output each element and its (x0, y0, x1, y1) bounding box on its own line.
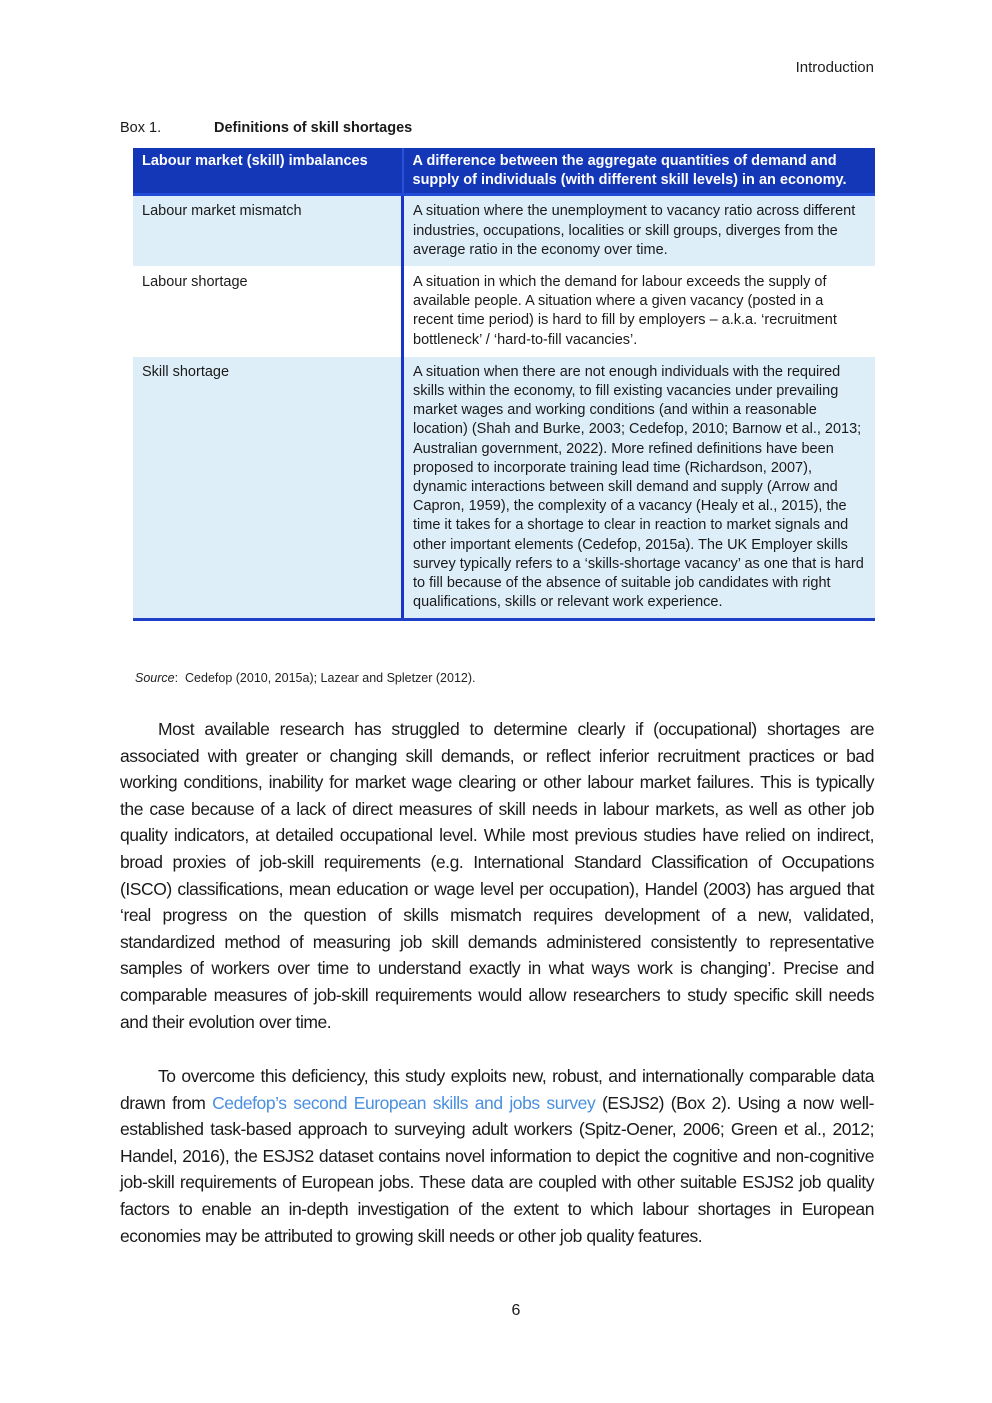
paragraph-text-after-link: (ESJS2) (Box 2). Using a now well-established task-based approach to surveying adult workers (Spitz-Oener, 2006; Green et al., 2012; Handel, 2016), the ESJS2 dataset contains novel information to depict the cognitive and non-cognitive job-skill requirements of European jobs. These data are coupled with other suitable ESJS2 job quality factors to enable an in-depth investigation of the extent to which labour shortages in European economies may be attributed to growing skill needs or other job quality features. (120, 1092, 874, 1246)
page-number: 6 (511, 1302, 521, 1319)
paragraph-text: Most available research has struggled to determine clearly if (occupational) shortages are associated with greater or changing skill demands, or reflect inferior recruitment practices or bad working conditions, inability for market wage clearing or other labour market failures. This is typically the case because of a lack of direct measures of skill needs in labour markets, as well as other job quality indicators, at detailed occupational level. While most previous studies have relied on indirect, broad proxies of job-skill requirements (e.g. International Standard Classification of Occupations (ISCO) classifications, mean education or wage level per occupation), Handel (2003) has argued that ‘real progress on the question of skills mismatch requires development of a new, validated, standardized method of measuring job skill demands administered consistently to representative samples of workers over time to understand exactly in what ways work is changing’. Precise and comparable measures of job-skill requirements would allow researchers to study specific skill needs and their evolution over time. (120, 719, 874, 1032)
body-paragraph-2 (120, 1063, 874, 1249)
source-text: Cedefop (2010, 2015a); Lazear and Spletzer (2012). (185, 671, 476, 685)
box-title: Definitions of skill shortages (214, 120, 413, 136)
esjs2-survey-link[interactable]: Cedefop’s second European skills and jobs survey (212, 1092, 596, 1113)
paragraph-text (120, 1063, 874, 1249)
source-note: Source: Cedefop (2010, 2015a); Lazear and Spletzer (2012). (135, 671, 476, 685)
body-paragraph-1 (120, 716, 874, 1035)
table-row (133, 356, 875, 620)
definitions-table (133, 148, 875, 621)
definition-cell: A situation when there are not enough individuals with the required skills within the economy, to fill existing vacancies under prevailing market wages and working conditions (and within a reasonable location) (Shah and Burke, 2003; Cedefop, 2010; Barnow et al., 2013; Australian government, 2022). More refined definitions have been proposed to incorporate training lead time (Richardson, 2007), dynamic interactions between skill demand and supply (Arrow and Capron, 1959), the complexity of a vacancy (Healy et al., 2015), the time it takes for a shortage to clear in reaction to market signals and other important elements (Cedefop, 2015a). The UK Employer skills survey typically refers to a ‘skills-shortage vacancy’ as one that is hard to fill because of the absence of suitable job candidates with right qualifications, skills or relevant work experience. (403, 356, 876, 620)
table-row (133, 267, 875, 357)
term-cell: Labour market mismatch (133, 195, 403, 267)
source-label: Source (135, 671, 175, 685)
term-cell: Skill shortage (133, 356, 403, 620)
box-number: Box 1. (120, 120, 162, 136)
definition-cell: A situation where the unemployment to vacancy ratio across different industries, occupations, localities or skill groups, diverges from the average ratio in the economy over time. (403, 195, 876, 267)
box-caption (120, 120, 412, 136)
running-header: Introduction (795, 59, 874, 76)
header-term: Labour market (skill) imbalances (133, 148, 403, 195)
paragraph-text-before-link: To overcome this deficiency, this study exploits new, robust, and internationally comparable data drawn from (120, 1066, 874, 1113)
table-header-row (133, 148, 875, 195)
header-definition: A difference between the aggregate quantities of demand and supply of individuals (with different skill levels) in an economy. (403, 148, 876, 195)
definition-cell: A situation in which the demand for labour exceeds the supply of available people. A situation where a given vacancy (posted in a recent time period) is hard to fill by employers – a.k.a. ‘recruitment bottleneck’ / ‘hard-to-fill vacancies’. (403, 267, 876, 357)
table-row (133, 195, 875, 267)
term-cell: Labour shortage (133, 267, 403, 357)
